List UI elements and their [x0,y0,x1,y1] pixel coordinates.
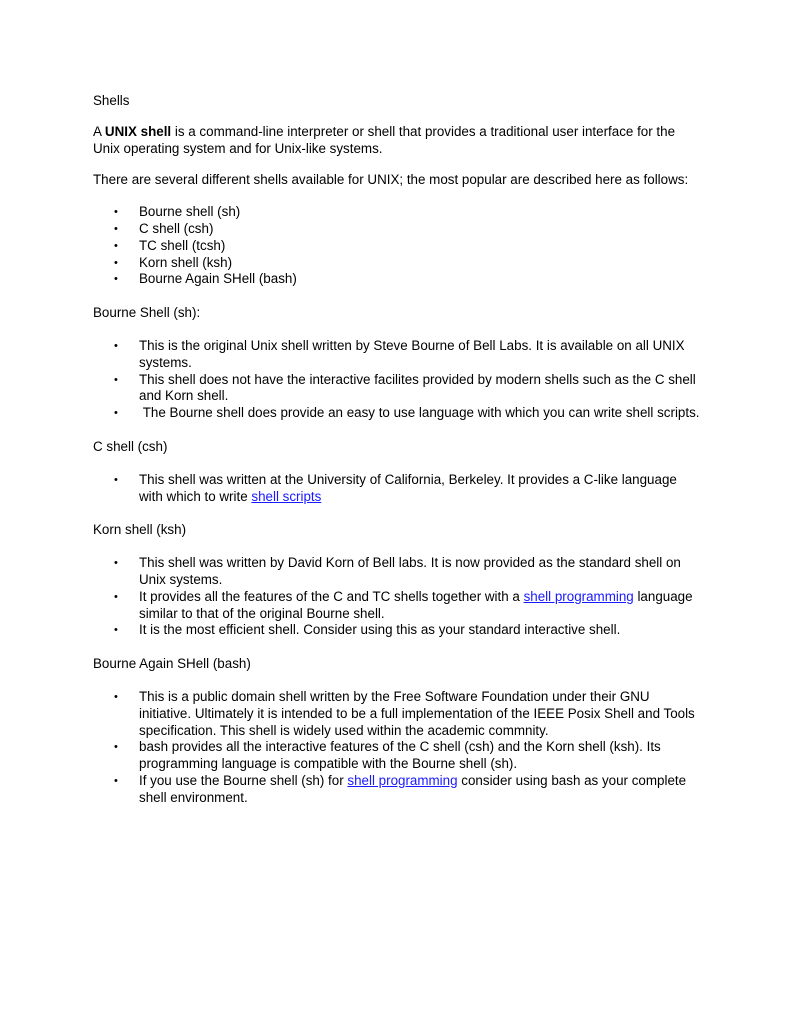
list-item-text: Bourne shell (sh) [139,204,241,220]
bullet-icon: • [114,273,118,286]
shell-list [93,204,703,288]
bourne-shell-heading: Bourne Shell (sh): [93,305,201,321]
bullet-icon: • [114,774,118,787]
list-item-text: TC shell (tcsh) [139,237,226,253]
list-item-text: Bourne Again SHell (bash) [139,271,297,287]
list-item [114,555,703,589]
bullet-icon: • [114,206,118,219]
intro-paragraph [93,124,703,158]
intro-suffix: is a command-line interpreter or shell that provides a traditional user interface for the Unix operating system and for Unix-like systems. [93,123,676,156]
bullet-icon: • [114,590,118,603]
document-page [93,93,703,824]
page-title: Shells [93,93,130,108]
intro-prefix: A [93,123,105,139]
bullet-icon: • [114,624,118,637]
list-item [114,371,703,406]
list-item-text: If you use the Bourne shell (sh) for [139,772,348,788]
bullet-icon: • [114,239,118,252]
list-item-text: language similar to that of the original Bourne shell. [139,588,693,621]
list-item-text: This shell does not have the interactive facilites provided by modern shells such as the C shell and Korn shell. [139,371,696,404]
list-item-text: consider using bash as your complete shell environment. [139,772,687,805]
shell-programming-link[interactable]: shell programming [523,588,634,604]
list-item [114,254,703,272]
list-item [114,588,703,623]
intro-bold-term: UNIX shell [104,123,172,139]
list-item [114,471,703,506]
bullet-icon: • [114,407,118,420]
bullet-icon: • [114,339,118,352]
korn-shell-heading: Korn shell (ksh) [93,522,187,538]
bullet-icon: • [114,741,118,754]
list-item-text: C shell (csh) [139,220,214,236]
list-item [114,337,703,372]
list-item [114,739,703,773]
list-item [114,772,703,807]
list-item-text: Korn shell (ksh) [139,254,233,270]
bourne-shell-list [93,338,703,422]
shell-programming-link[interactable]: shell programming [347,772,458,788]
bullet-icon: • [114,256,118,269]
list-item-text: This is the original Unix shell written by Steve Bourne of Bell Labs. It is available on all UNIX systems. [139,337,685,370]
overview-paragraph: There are several different shells available for UNIX; the most popular are described here as follows: [93,172,689,188]
list-item-text: This shell was written at the University of California, Berkeley. It provides a C-like language with which to write [139,471,677,504]
list-item-text: This shell was written by David Korn of Bell labs. It is now provided as the standard shell on Unix systems. [139,555,681,587]
list-item [114,622,703,639]
list-item [114,271,703,288]
list-item [114,204,703,221]
bullet-icon: • [114,373,118,386]
korn-shell-list [93,555,703,639]
list-item-text: This is a public domain shell written by the Free Software Foundation under their GNU initiative. Ultimately it is intended to be a full implementation of the IEEE Posix Shell and Tools specification. This shell is widely used within the academic commnity. [139,688,695,738]
c-shell-heading: C shell (csh) [93,438,168,454]
list-item [114,237,703,255]
list-item [114,405,703,422]
shell-scripts-link[interactable]: shell scripts [251,488,322,504]
bash-heading: Bourne Again SHell (bash) [93,656,251,672]
list-item [114,220,703,238]
list-item-text: The Bourne shell does provide an easy to use language with which you can write shell scripts. [139,405,700,421]
bullet-icon: • [114,473,118,486]
list-item-text: It provides all the features of the C and TC shells together with a [139,588,524,604]
bash-list [93,689,703,807]
c-shell-list [93,472,703,506]
list-item-text: It is the most efficient shell. Consider using this as your standard interactive shell. [139,622,621,638]
bullet-icon: • [114,690,118,703]
bullet-icon: • [114,222,118,235]
list-item-text: bash provides all the interactive features of the C shell (csh) and the Korn shell (ksh). Its programming language is compatible with the Bourne shell (sh). [139,739,661,772]
bullet-icon: • [114,557,118,570]
list-item [114,688,703,739]
